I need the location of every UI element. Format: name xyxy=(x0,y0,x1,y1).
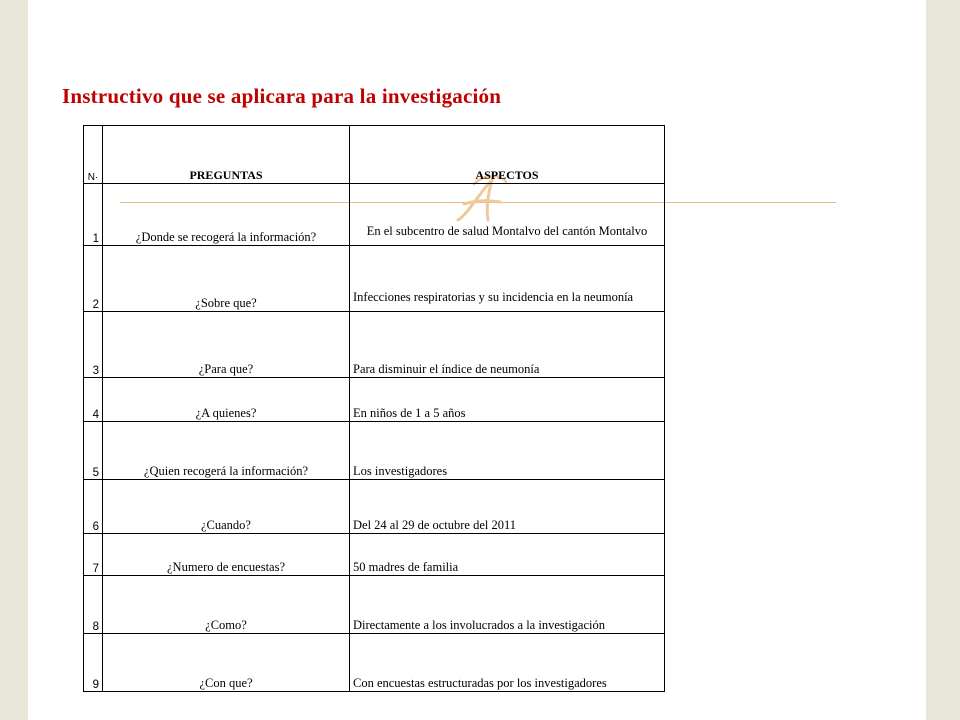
table-row xyxy=(84,576,665,634)
row-number: 9 xyxy=(84,634,103,692)
row-number: 2 xyxy=(84,246,103,312)
row-aspect: Para disminuir el índice de neumonía xyxy=(350,312,665,378)
table-row xyxy=(84,184,665,246)
row-question: ¿Sobre que? xyxy=(103,246,350,312)
research-table xyxy=(83,125,665,692)
row-number: 8 xyxy=(84,576,103,634)
table-row xyxy=(84,534,665,576)
row-aspect: Del 24 al 29 de octubre del 2011 xyxy=(350,480,665,534)
table-row xyxy=(84,422,665,480)
page-title: Instructivo que se aplicara para la investigación xyxy=(62,84,502,108)
row-aspect: Con encuestas estructuradas por los investigadores xyxy=(350,634,665,692)
header-questions: PREGUNTAS xyxy=(103,126,350,184)
row-aspect: Los investigadores xyxy=(350,422,665,480)
table-header-row xyxy=(84,126,665,184)
row-question: ¿Para que? xyxy=(103,312,350,378)
table-row xyxy=(84,378,665,422)
row-question: ¿Quien recogerá la información? xyxy=(103,422,350,480)
row-number: 4 xyxy=(84,378,103,422)
row-aspect: En el subcentro de salud Montalvo del cantón Montalvo xyxy=(350,184,665,246)
row-number: 6 xyxy=(84,480,103,534)
row-question: ¿Donde se recogerá la información? xyxy=(103,184,350,246)
row-aspect: 50 madres de familia xyxy=(350,534,665,576)
table-row xyxy=(84,634,665,692)
row-question: ¿Numero de encuestas? xyxy=(103,534,350,576)
table-row xyxy=(84,480,665,534)
row-aspect: Infecciones respiratorias y su incidencia en la neumonía xyxy=(350,246,665,312)
row-question: ¿Cuando? xyxy=(103,480,350,534)
row-number: 3 xyxy=(84,312,103,378)
table-row xyxy=(84,246,665,312)
row-number: 7 xyxy=(84,534,103,576)
row-aspect: Directamente a los involucrados a la investigación xyxy=(350,576,665,634)
header-number: N· xyxy=(84,126,103,184)
row-question: ¿A quienes? xyxy=(103,378,350,422)
row-question: ¿Como? xyxy=(103,576,350,634)
row-aspect: En niños de 1 a 5 años xyxy=(350,378,665,422)
row-question: ¿Con que? xyxy=(103,634,350,692)
row-number: 5 xyxy=(84,422,103,480)
header-aspects: ASPECTOS xyxy=(350,126,665,184)
row-number: 1 xyxy=(84,184,103,246)
table-row xyxy=(84,312,665,378)
